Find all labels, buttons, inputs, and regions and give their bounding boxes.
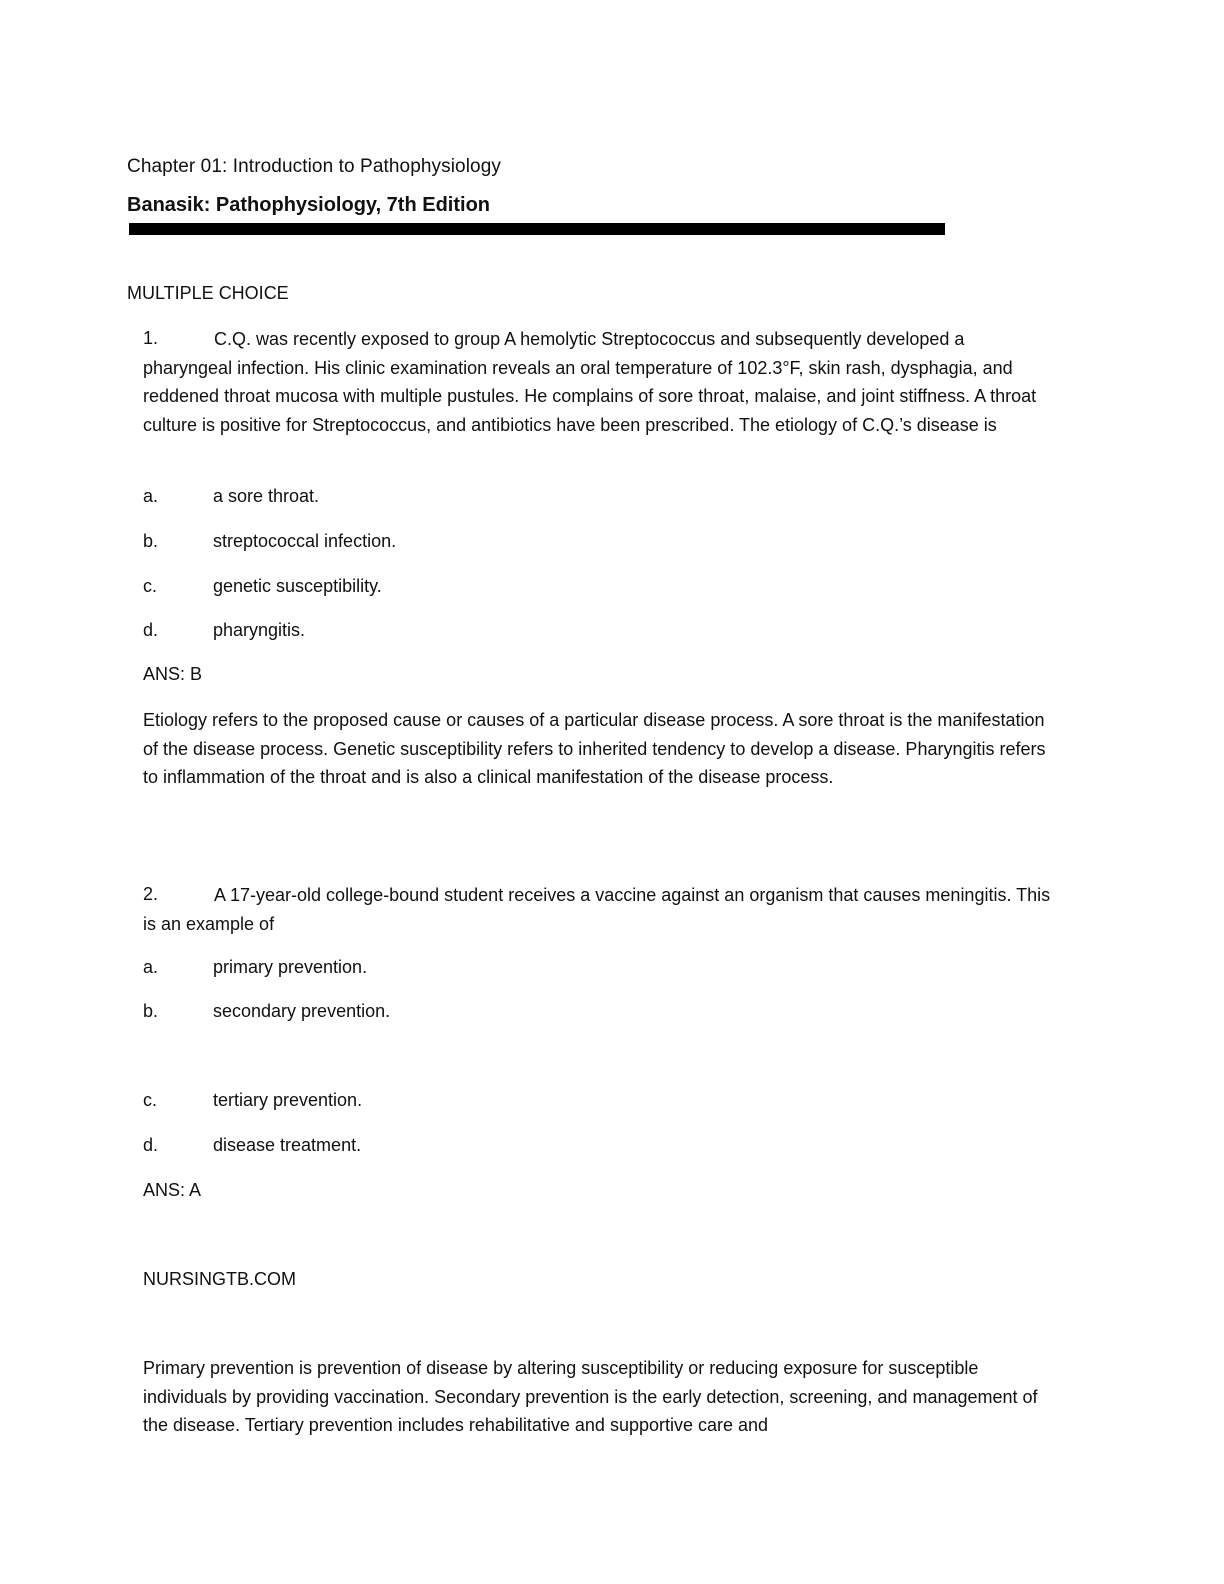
option-text: a sore throat.	[213, 486, 320, 506]
option-text: primary prevention.	[213, 957, 368, 977]
option-text: genetic susceptibility.	[213, 576, 382, 596]
section-title: MULTIPLE CHOICE	[127, 283, 289, 303]
option-text: streptococcal infection.	[213, 531, 397, 551]
question-stem: A 17-year-old college-bound student receives a vaccine against an organism that causes meningitis. This is an example of	[143, 885, 1051, 934]
question-stem: C.Q. was recently exposed to group A hemolytic Streptococcus and subsequently developed a pharyngeal infection. His clinic examination reveals an oral temperature of 102.3°F, skin rash, dysphagia, and reddened throat mucosa with multiple pustules. He complains of sore throat, malaise, and joint stiffness. A throat culture is positive for Streptococcus, and antibiotics have been prescribed. The etiology of C.Q.’s disease is	[143, 329, 1037, 435]
option-letter: b.	[143, 531, 159, 551]
option-letter: b.	[143, 1001, 159, 1021]
option-letter: d.	[143, 1135, 159, 1155]
option-letter: d.	[143, 620, 159, 640]
watermark-text: NURSINGTB.COM	[143, 1269, 296, 1289]
option-text: tertiary prevention.	[213, 1090, 363, 1110]
option-text: pharyngitis.	[213, 620, 306, 640]
option-letter: c.	[143, 576, 158, 596]
answer-key: ANS: B	[143, 664, 203, 684]
option-text: secondary prevention.	[213, 1001, 391, 1021]
option-letter: a.	[143, 486, 159, 506]
question-number: 2.	[143, 884, 159, 904]
option-letter: a.	[143, 957, 159, 977]
option-text: disease treatment.	[213, 1135, 362, 1155]
question-number: 1.	[143, 328, 159, 348]
title-rule	[129, 223, 945, 235]
book-title: Banasik: Pathophysiology, 7th Edition	[127, 194, 490, 216]
option-letter: c.	[143, 1090, 158, 1110]
rationale-text: Etiology refers to the proposed cause or causes of a particular disease process. A sore throat is the manifestation of the disease process. Genetic susceptibility refers to inherited tendency to develop a disease. Pharyngitis refers to inflammation of the throat and is also a clinical manifestation of the disease process.	[143, 710, 1046, 788]
rationale-text: Primary prevention is prevention of disease by altering susceptibility or reducing exposure for susceptible individuals by providing vaccination. Secondary prevention is the early detection, screening, and management of the disease. Tertiary prevention includes rehabilitative and supportive care and	[143, 1358, 1038, 1436]
chapter-heading: Chapter 01: Introduction to Pathophysiology	[127, 156, 501, 177]
answer-key: ANS: A	[143, 1180, 202, 1200]
